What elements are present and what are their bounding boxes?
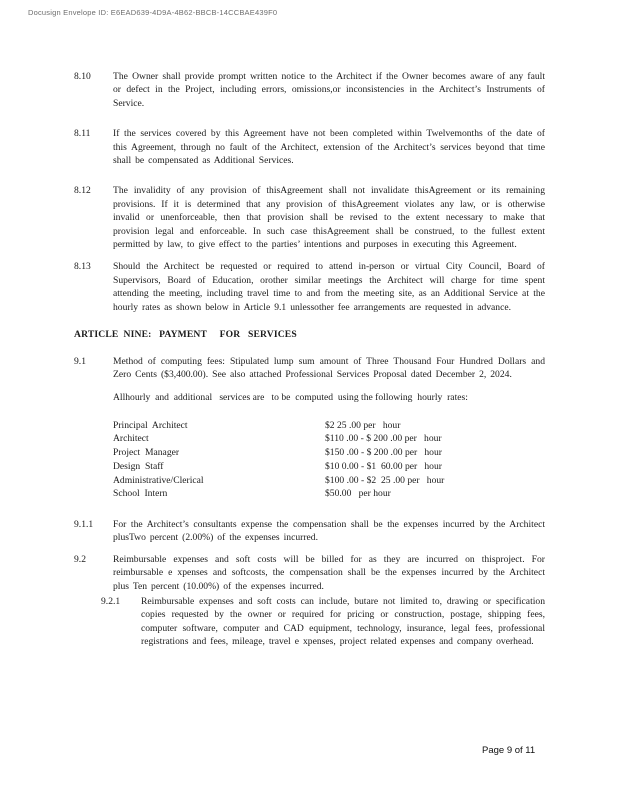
section-8-13 xyxy=(74,260,545,314)
section-number: 8.11 xyxy=(74,128,91,140)
rate-row-administrative-clerical xyxy=(113,474,545,488)
section-text: The Owner shall provide prompt written notice to the Architect if the Owner becomes aware of any fault or defect in the Project, including errors, omissions,or inconsistencies in the Architect’s Instruments of Service. xyxy=(113,71,545,109)
section-text: Should the Architect be requested or required to attend in-person or virtual City Council, Board of Supervisors, Board of Education, orother similar meetings the Architect will charge for time spent attending the meeting, including travel time to and from the meeting site, as an Additional Service at the hourly rates as shown below in Article 9.1 unlessother fee arrangements are requested in advance. xyxy=(113,261,545,313)
docusign-envelope-id: Docusign Envelope ID: E6EAD639-4D9A-4B62-BBCB-14CCBAE439F0 xyxy=(28,8,278,17)
page-number: Page 9 of 11 xyxy=(482,745,536,756)
rate-value: $50.00 per hour xyxy=(325,488,391,500)
rate-row-project-manager xyxy=(113,446,545,460)
rate-value: $100 .00 - $2 25 .00 per hour xyxy=(325,474,445,486)
section-9-1 xyxy=(74,355,545,382)
section-number: 9.2.1 xyxy=(101,595,121,607)
rate-role: Design Staff xyxy=(113,460,164,472)
rate-value: $110 .00 - $ 200 .00 per hour xyxy=(325,433,442,445)
section-number: 9.2 xyxy=(74,553,86,565)
rate-role: Architect xyxy=(113,433,149,445)
section-number: 8.12 xyxy=(74,185,91,197)
rate-value: $150 .00 - $ 200 .00 per hour xyxy=(325,447,442,459)
rate-role: Administrative/Clerical xyxy=(113,474,204,486)
rate-role: Principal Architect xyxy=(113,419,188,431)
rate-row-school-intern xyxy=(113,487,545,501)
section-number: 9.1.1 xyxy=(74,518,94,530)
section-9-2 xyxy=(74,553,545,593)
section-8-12 xyxy=(74,184,545,251)
hourly-rates-table xyxy=(113,419,545,501)
section-number: 9.1 xyxy=(74,355,86,367)
section-text: Reimbursable expenses and soft costs can include, butare not limited to, drawing or specification copies requested by the owner or required for pricing or construction, postage, shipping fees, computer software, computer and CAD equipment, technology, insurance, legal fees, professional registrations and fees, mileage, travel e xpenses, project related expenses and company overhead. xyxy=(141,595,545,648)
rate-row-principal-architect xyxy=(113,419,545,433)
rate-role: Project Manager xyxy=(113,447,180,459)
section-9-1-1 xyxy=(74,518,545,545)
rate-value: $10 0.00 - $1 60.00 per hour xyxy=(325,460,442,472)
document-body xyxy=(74,70,545,649)
section-9-2-1 xyxy=(101,595,545,649)
section-number: 8.10 xyxy=(74,71,91,82)
hourly-rates-intro: Allhourly and additional services are to be computed using the following hourly rates: xyxy=(113,392,468,404)
section-text: Method of computing fees: Stipulated lump sum amount of Three Thousand Four Hundred Dollars and Zero Cents ($3,400.00). See also attached Professional Services Proposal dated December 2, 2024. xyxy=(113,355,545,380)
section-text: If the services covered by this Agreement have not been completed within Twelvemonths of the date of this Agreement, through no fault of the Architect, extension of the Architect’s services beyond that time shall be compensated as Additional Services. xyxy=(113,128,545,167)
rate-role: School Intern xyxy=(113,488,168,500)
section-number: 8.13 xyxy=(74,261,91,273)
section-8-11 xyxy=(74,127,545,167)
rate-row-architect xyxy=(113,432,545,446)
rate-value: $2 25 .00 per hour xyxy=(325,419,401,431)
section-text: Reimbursable expenses and soft costs will be billed for as they are incurred on thisproject. For reimbursable e xpenses and softcosts, the compensation shall be the expenses incurred by the Architect plus Ten percent (10.00%) of the expenses incurred. xyxy=(113,553,545,592)
section-text: For the Architect’s consultants expense the compensation shall be the expenses incurred by the Architect plusTwo percent (2.00%) of the expenses incurred. xyxy=(113,518,545,544)
section-text: The invalidity of any provision of thisAgreement shall not invalidate thisAgreement or its remaining provisions. If it is determined that any provision of thisAgreement violates any law, or is otherwise invalid or unenforceable, then that provision shall be revised to the extent necessary to make that provision legal and enforceable. In such case thisAgreement shall be construed, to the fullest extent permitted by law, to give effect to the parties’ intentions and purposes in executing this Agreement. xyxy=(113,185,545,251)
section-8-10 xyxy=(74,70,545,110)
rate-row-design-staff xyxy=(113,460,545,474)
article-nine-heading: ARTICLE NINE: PAYMENT FOR SERVICES xyxy=(74,329,297,341)
